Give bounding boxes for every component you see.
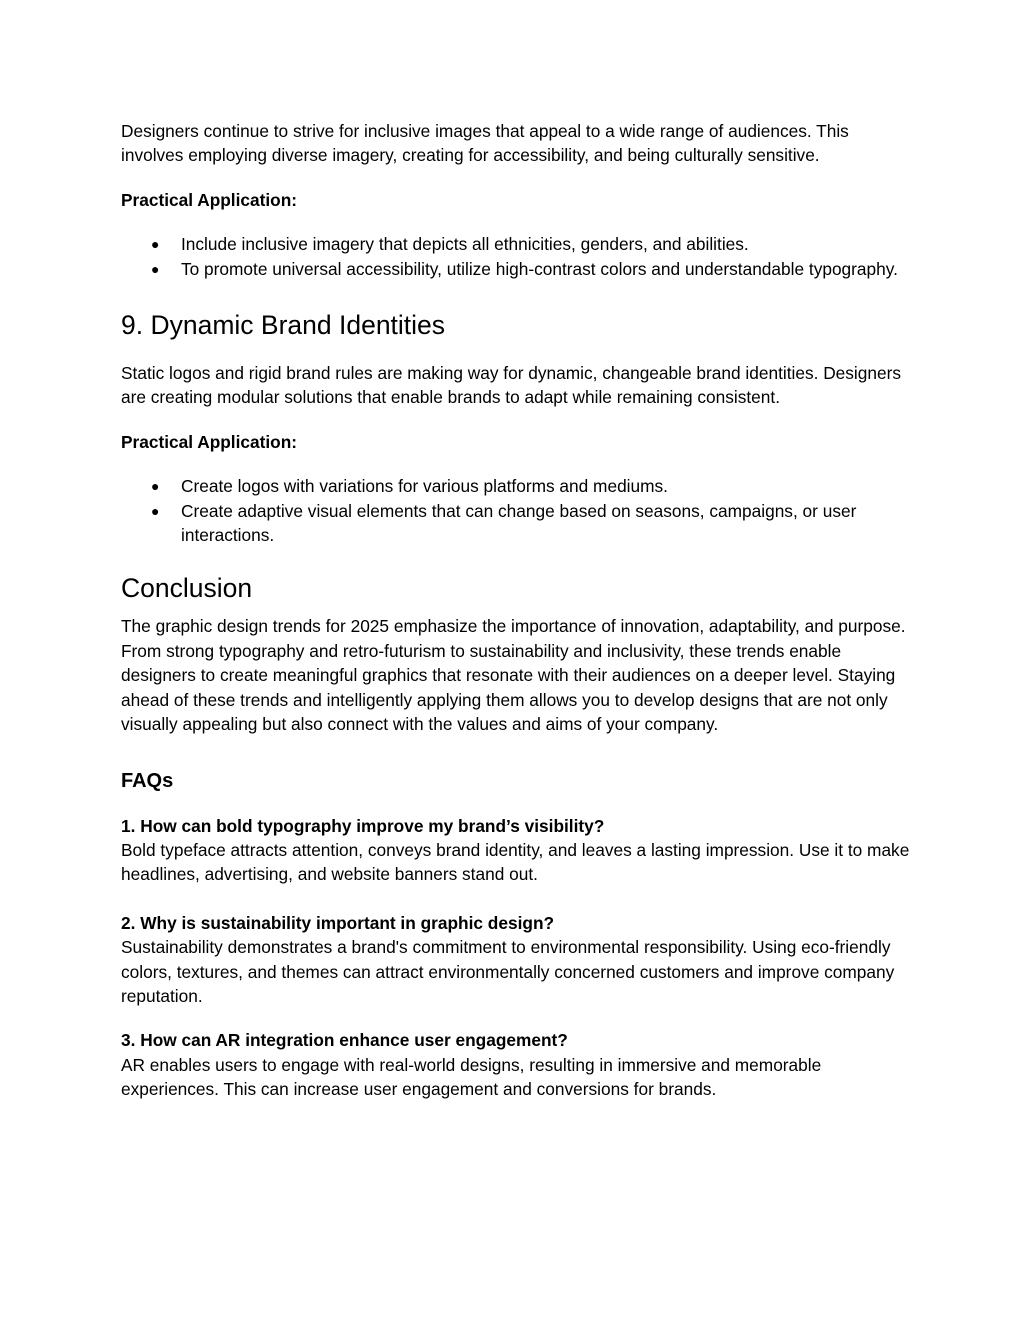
conclusion-paragraph: The graphic design trends for 2025 emphasize the importance of innovation, adaptability, and purpose. From strong typography and retro-futurism to sustainability and inclusivity, these trends enable designers to create meaningful graphics that resonate with their audiences on a deeper level. Staying ahead of these trends and intelligently applying them allows you to develop designs that are not only visually appealing but also connect with the values and aims of your company.: [121, 616, 906, 735]
bullet-icon: ●: [151, 502, 160, 519]
conclusion-heading: Conclusion: [121, 573, 253, 604]
document-page: [121, 119, 911, 1102]
list-item: [121, 474, 911, 498]
list-item-text: To promote universal accessibility, utilize high-contrast colors and understandable typography.: [181, 258, 898, 279]
bullet-list: [121, 232, 911, 281]
faq-question: 1. How can bold typography improve my brand’s visibility?: [121, 815, 605, 836]
bullet-icon: ●: [151, 260, 160, 277]
faq-question: 3. How can AR integration enhance user engagement?: [121, 1030, 568, 1051]
intro-paragraph: Designers continue to strive for inclusive images that appeal to a wide range of audiences. This involves employing diverse imagery, creating for accessibility, and being culturally sensitive.: [121, 121, 849, 166]
faq-answer: Bold typeface attracts attention, conveys brand identity, and leaves a lasting impression. Use it to make headlines, advertising, and website banners stand out.: [121, 839, 910, 885]
faq-answer: Sustainability demonstrates a brand's commitment to environmental responsibility. Using eco-friendly colors, textures, and themes can attract environmentally concerned customers and improve company reputation.: [121, 937, 895, 1006]
list-item-text: Create adaptive visual elements that can change based on seasons, campaigns, or user interactions.: [181, 500, 857, 546]
bullet-icon: ●: [151, 236, 160, 253]
list-item-text: Create logos with variations for various platforms and mediums.: [181, 476, 668, 497]
bullet-list: [121, 474, 911, 547]
bullet-icon: ●: [151, 478, 160, 495]
list-item: [121, 232, 911, 256]
practical-application-label: Practical Application:: [121, 189, 298, 210]
faq-answer: AR enables users to engage with real-world designs, resulting in immersive and memorable experiences. This can increase user engagement and conversions for brands.: [121, 1054, 822, 1100]
section-paragraph: Static logos and rigid brand rules are making way for dynamic, changeable brand identities. Designers are creating modular solutions that enable brands to adapt while remaining consistent.: [121, 363, 902, 408]
faqs-heading: FAQs: [121, 769, 174, 792]
faq-item: [121, 814, 911, 887]
faq-item: [121, 1028, 911, 1101]
list-item: [121, 257, 911, 281]
faq-item: [121, 911, 911, 1009]
practical-application-label: Practical Application:: [121, 431, 298, 452]
list-item: [121, 499, 911, 548]
faq-question: 2. Why is sustainability important in graphic design?: [121, 912, 555, 933]
section-heading: 9. Dynamic Brand Identities: [121, 310, 446, 341]
list-item-text: Include inclusive imagery that depicts all ethnicities, genders, and abilities.: [181, 234, 749, 255]
